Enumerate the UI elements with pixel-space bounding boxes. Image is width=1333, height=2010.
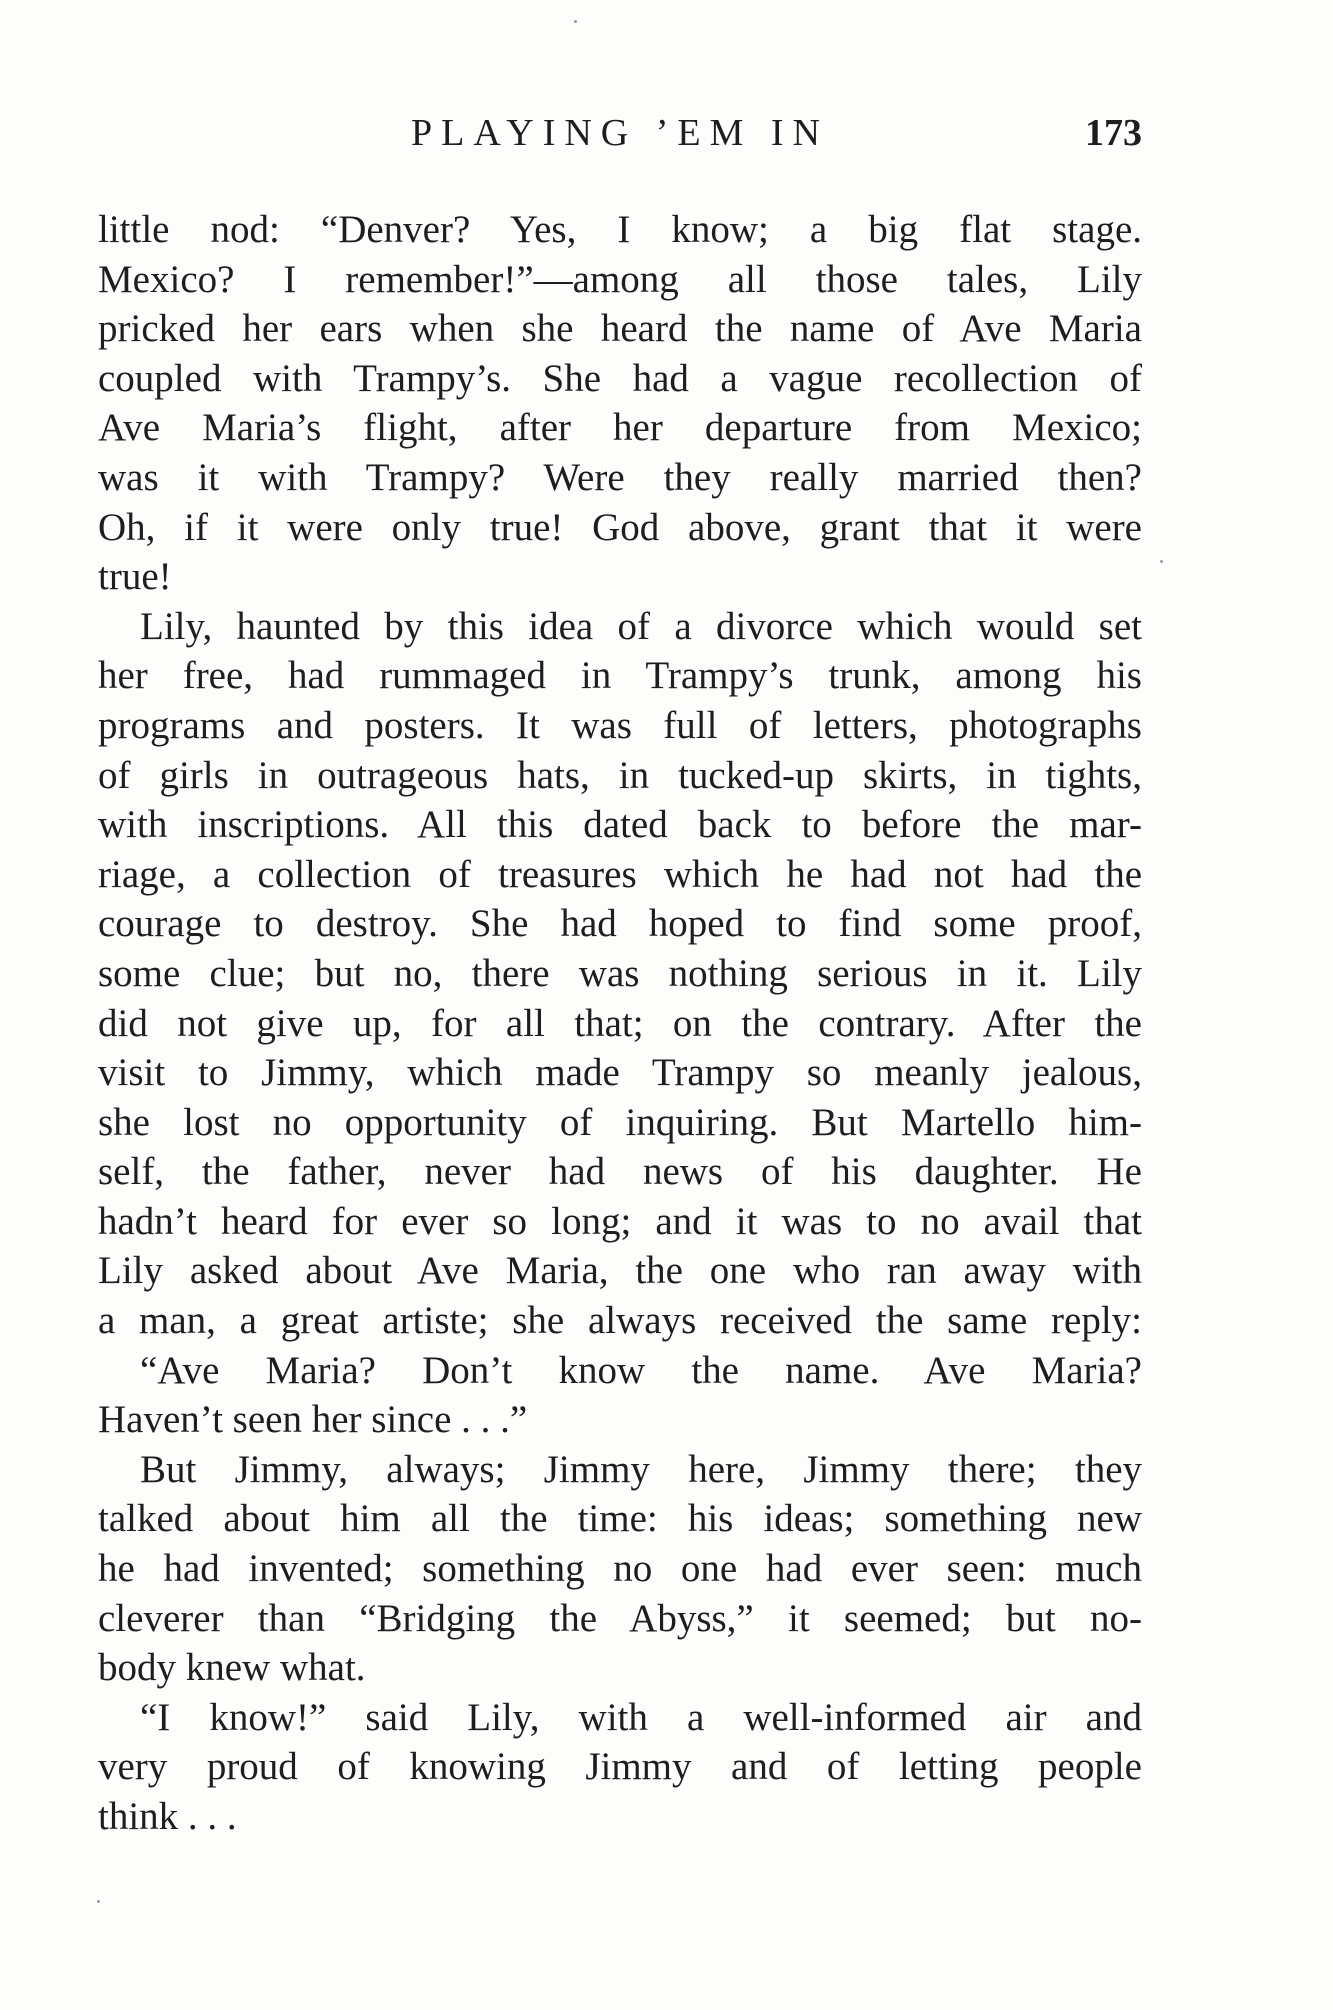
text-line: Oh, if it were only true! God above, grant that it were	[98, 505, 1142, 549]
text-line: some clue; but no, there was nothing serious in it. Lily	[98, 951, 1142, 995]
text-line: Mexico? I remember!”—among all those tales, Lily	[98, 257, 1142, 301]
page-number: 173	[1085, 112, 1142, 154]
paper-speck	[97, 1900, 100, 1903]
text-line: hadn’t heard for ever so long; and it was to no avail that	[98, 1199, 1142, 1243]
text-line: cleverer than “Bridging the Abyss,” it seemed; but no-	[98, 1596, 1142, 1640]
text-line: coupled with Trampy’s. She had a vague recollection of	[98, 356, 1142, 400]
text-line: she lost no opportunity of inquiring. But Martello him-	[98, 1100, 1142, 1144]
paper-speck	[574, 20, 577, 23]
text-line: a man, a great artiste; she always received the same reply:	[98, 1299, 1142, 1343]
text-line: Ave Maria’s flight, after her departure from Mexico;	[98, 406, 1142, 450]
text-line: riage, a collection of treasures which he had not had the	[98, 852, 1142, 896]
text-line: think . . .	[98, 1795, 237, 1838]
text-line: did not give up, for all that; on the contrary. After the	[98, 1001, 1142, 1045]
text-line: visit to Jimmy, which made Trampy so meanly jealous,	[98, 1051, 1142, 1095]
text-line: programs and posters. It was full of letters, photographs	[98, 703, 1142, 747]
text-line: Lily asked about Ave Maria, the one who ran away with	[98, 1249, 1142, 1293]
text-line: Lily, haunted by this idea of a divorce which would set	[140, 604, 1142, 648]
body-text	[98, 205, 1142, 1842]
text-line: But Jimmy, always; Jimmy here, Jimmy there; they	[140, 1447, 1142, 1491]
text-line: of girls in outrageous hats, in tucked-up skirts, in tights,	[98, 753, 1142, 797]
text-line: little nod: “Denver? Yes, I know; a big flat stage.	[98, 208, 1142, 251]
text-line: very proud of knowing Jimmy and of letting people	[98, 1745, 1142, 1789]
text-line: her free, had rummaged in Trampy’s trunk, among his	[98, 654, 1142, 698]
text-line: with inscriptions. All this dated back to before the mar-	[98, 803, 1142, 847]
text-line: pricked her ears when she heard the name of Ave Maria	[98, 307, 1142, 351]
text-line: self, the father, never had news of his daughter. He	[98, 1150, 1142, 1194]
text-line: “I know!” said Lily, with a well-informed air and	[140, 1695, 1142, 1739]
text-line: talked about him all the time: his ideas; something new	[98, 1497, 1142, 1541]
text-line: he had invented; something no one had ever seen: much	[98, 1547, 1142, 1591]
running-title: PLAYING ’EM IN	[410, 112, 830, 154]
text-line: courage to destroy. She had hoped to find some proof,	[98, 902, 1142, 946]
text-line: was it with Trampy? Were they really married then?	[98, 455, 1142, 499]
text-line: “Ave Maria? Don’t know the name. Ave Maria?	[140, 1348, 1142, 1392]
running-head	[98, 108, 1142, 158]
paper-speck	[1160, 560, 1163, 563]
text-line: Haven’t seen her since . . .”	[98, 1398, 528, 1442]
text-line: true!	[98, 555, 172, 599]
text-line: body knew what.	[98, 1646, 366, 1690]
